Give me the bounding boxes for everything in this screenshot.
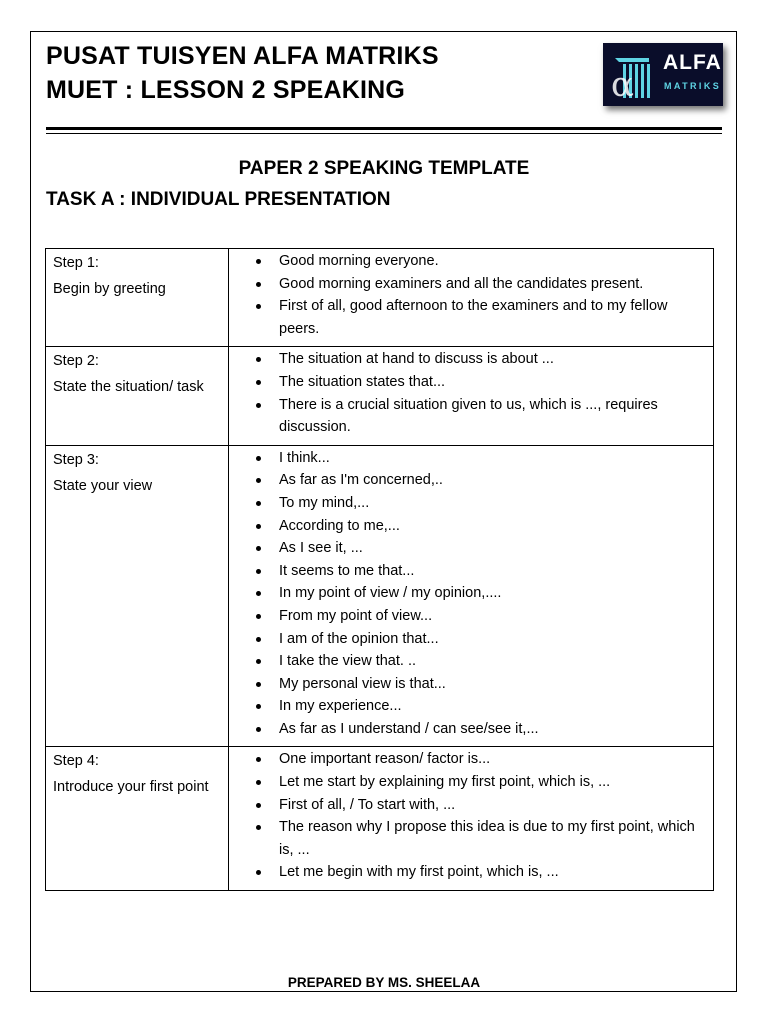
- phrase-item: As far as I'm concerned,..: [237, 469, 705, 492]
- alpha-building-icon: [609, 48, 659, 103]
- step-description: State the situation/ task: [53, 379, 204, 396]
- step-row: [46, 249, 714, 347]
- phrase-item: There is a crucial situation given to us, which is ..., requires discussion.: [237, 394, 705, 439]
- phrase-item: One important reason/ factor is...: [237, 748, 705, 771]
- phrase-item: As I see it, ...: [237, 537, 705, 560]
- logo-word: ALFA: [663, 51, 722, 74]
- phrase-item: In my experience...: [237, 695, 705, 718]
- step-description: State your view: [53, 477, 153, 494]
- step-row: [46, 747, 714, 891]
- phrase-item: I think...: [237, 447, 705, 470]
- phrase-item: The situation at hand to discuss is about ...: [237, 348, 705, 371]
- step-row: [46, 347, 714, 445]
- phrase-list: [237, 447, 705, 741]
- phrases-cell: [229, 445, 714, 747]
- step-number: Step 1:: [53, 255, 99, 271]
- step-number: Step 2:: [53, 353, 99, 370]
- phrase-item: Good morning everyone.: [237, 250, 705, 273]
- phrase-list: [237, 250, 705, 340]
- phrase-item: From my point of view...: [237, 605, 705, 628]
- logo-subword: MATRIKS: [664, 81, 722, 91]
- header-divider-thin: [46, 133, 722, 134]
- phrase-item: According to me,...: [237, 515, 705, 538]
- footer-credit: PREPARED BY MS. SHEELAA: [287, 975, 481, 990]
- phrase-item: The situation states that...: [237, 371, 705, 394]
- step-row: [46, 445, 714, 747]
- header-divider-thick: [46, 127, 722, 130]
- step-description: Begin by greeting: [53, 281, 166, 297]
- phrase-item: The reason why I propose this idea is due to my first point, which is, ...: [237, 816, 705, 861]
- phrase-item: It seems to me that...: [237, 560, 705, 583]
- alfa-matriks-logo: [603, 43, 723, 106]
- phrase-item: Let me begin with my first point, which is, ...: [237, 861, 705, 884]
- step-cell: [46, 347, 229, 445]
- step-cell: [46, 445, 229, 747]
- phrase-item: As far as I understand / can see/see it,...: [237, 718, 705, 741]
- phrase-item: Good morning examiners and all the candidates present.: [237, 273, 705, 296]
- lesson-title: MUET : LESSON 2 SPEAKING: [46, 76, 406, 104]
- phrase-item: First of all, / To start with, ...: [237, 794, 705, 817]
- phrases-cell: [229, 347, 714, 445]
- phrase-item: Let me start by explaining my first point, which is, ...: [237, 771, 705, 794]
- document-title: PAPER 2 SPEAKING TEMPLATE: [238, 158, 530, 179]
- step-cell: [46, 747, 229, 891]
- phrases-cell: [229, 249, 714, 347]
- step-number: Step 4:: [53, 753, 99, 770]
- step-cell: [46, 249, 229, 347]
- phrase-item: First of all, good afternoon to the examiners and to my fellow peers.: [237, 295, 705, 340]
- phrase-list: [237, 348, 705, 438]
- phrase-item: In my point of view / my opinion,....: [237, 582, 705, 605]
- phrase-item: To my mind,...: [237, 492, 705, 515]
- phrases-cell: [229, 747, 714, 891]
- phrase-item: My personal view is that...: [237, 673, 705, 696]
- svg-text:α: α: [611, 65, 634, 103]
- center-name: PUSAT TUISYEN ALFA MATRIKS: [46, 42, 439, 70]
- step-number: Step 3:: [53, 451, 99, 468]
- phrase-list: [237, 748, 705, 884]
- speaking-template-table: [45, 248, 714, 891]
- phrase-item: I take the view that. ..: [237, 650, 705, 673]
- phrase-item: I am of the opinion that...: [237, 628, 705, 651]
- step-description: Introduce your first point: [53, 779, 209, 796]
- task-title: TASK A : INDIVIDUAL PRESENTATION: [46, 189, 391, 210]
